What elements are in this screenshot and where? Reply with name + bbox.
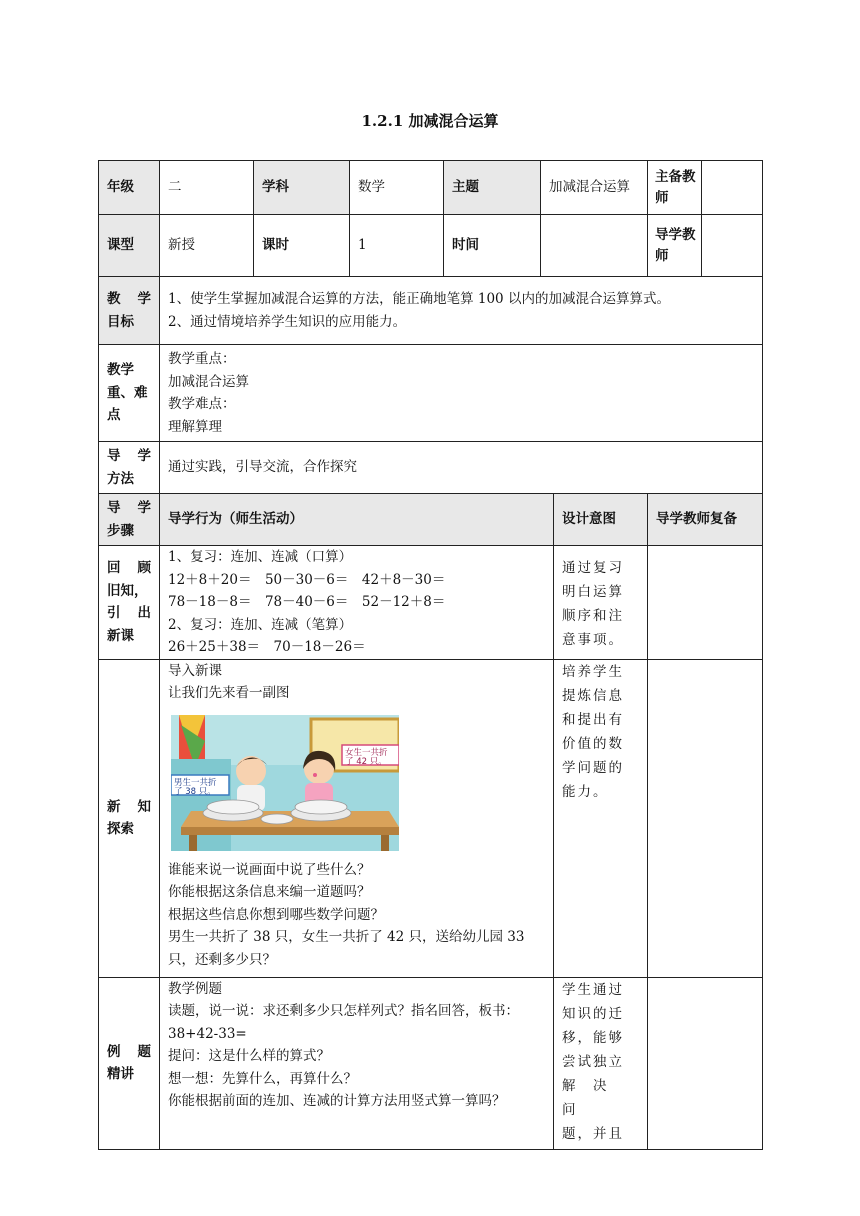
info-row-1 [99, 161, 763, 215]
svg-text:了 38 只。: 了 38 只。 [174, 786, 216, 797]
review-activity: 1、复习：连加、连减（口算） 12＋8＋20＝ 50－30－6＝ 42＋8－30＝ 78－18－8＝ 78－40－6＝ 52－12＋8＝ 2、复习：连加、连减（笔算） 26＋25＋38＝ 70－18－26＝ [160, 546, 554, 660]
example-intent: 学生通过 知识的迁 移，能够 尝试独立 解 决 问 题，并且 [554, 977, 648, 1149]
goal-item: 2、通过情境培养学生知识的应用能力。 [168, 313, 407, 330]
period-value: 1 [350, 215, 444, 277]
subject-value: 数学 [350, 161, 444, 215]
steps-label: 导 学 步骤 [99, 494, 160, 546]
explore-activity: 导入新课 让我们先来看一副图 男生一共折 了 38 只。 女生一共折 了 42 只。 谁能来说一说画面中说了些什么？ 你能根据这条信息来编一道题吗？ 根据这些信息你想到哪些数学问题？ 男生一共折了 38 只，女生一共折了 42 只，送给幼儿园 33 只，还剩多少只？ [160, 659, 554, 977]
grade-value: 二 [160, 161, 254, 215]
steps-header-row [99, 494, 763, 546]
guide-teacher-label: 导学教师 [648, 215, 702, 277]
topic-value: 加减混合运算 [541, 161, 648, 215]
grade-label: 年级 [99, 161, 160, 215]
explore-intent: 培养学生 提炼信息 和提出有 价值的数 学问题的 能力。 [554, 659, 648, 977]
review-header: 导学教师复备 [648, 494, 763, 546]
example-notes [648, 977, 763, 1149]
subject-label: 学科 [254, 161, 350, 215]
time-label: 时间 [444, 215, 541, 277]
topic-label: 主题 [444, 161, 541, 215]
goals-label: 教 学 目标 [99, 277, 160, 345]
example-section-label: 例 题 精讲 [99, 977, 160, 1149]
goals-content [160, 277, 763, 345]
focus-content: 教学重点： 加减混合运算 教学难点： 理解算理 [160, 345, 763, 442]
example-section-row [99, 977, 763, 1149]
svg-text:男生一共折: 男生一共折 [174, 777, 217, 788]
origami-classroom-illustration [171, 715, 399, 851]
focus-row [99, 345, 763, 442]
lead-teacher-label: 主备教师 [648, 161, 702, 215]
lesson-type-label: 课型 [99, 215, 160, 277]
guide-teacher-value [702, 215, 763, 277]
explore-section-row [99, 659, 763, 977]
focus-label: 教学 重、难 点 [99, 345, 160, 442]
review-intent: 通过复习 明白运算 顺序和注 意事项。 [554, 546, 648, 660]
lead-teacher-value [702, 161, 763, 215]
lesson-type-value: 新授 [160, 215, 254, 277]
info-row-2 [99, 215, 763, 277]
goal-item: 1、使学生掌握加减混合运算的方法，能正确地笔算 100 以内的加减混合运算算式。 [168, 291, 670, 307]
review-notes [648, 546, 763, 660]
goals-row [99, 277, 763, 345]
time-value [541, 215, 648, 277]
page-title: 1.2.1 加减混合运算 [361, 112, 499, 130]
activity-header: 导学行为（师生活动） [160, 494, 554, 546]
review-section-row [99, 546, 763, 660]
method-label: 导 学 方法 [99, 442, 160, 494]
explore-notes [648, 659, 763, 977]
svg-text:了 42 只。: 了 42 只。 [345, 756, 387, 767]
explore-section-label: 新 知 探索 [99, 659, 160, 977]
period-label: 课时 [254, 215, 350, 277]
method-content: 通过实践，引导交流，合作探究 [160, 442, 763, 494]
svg-text:女生一共折: 女生一共折 [345, 747, 388, 758]
review-section-label: 回 顾 旧知， 引 出 新课 [99, 546, 160, 660]
intent-header: 设计意图 [554, 494, 648, 546]
example-activity: 教学例题 读题，说一说：求还剩多少只怎样列式？指名回答，板书：38+42-33= 提问：这是什么样的算式？ 想一想：先算什么，再算什么？ 你能根据前面的连加、连减的计算方法用竖式算一算吗？ [160, 977, 554, 1149]
lesson-plan-table [98, 160, 763, 1150]
method-row [99, 442, 763, 494]
